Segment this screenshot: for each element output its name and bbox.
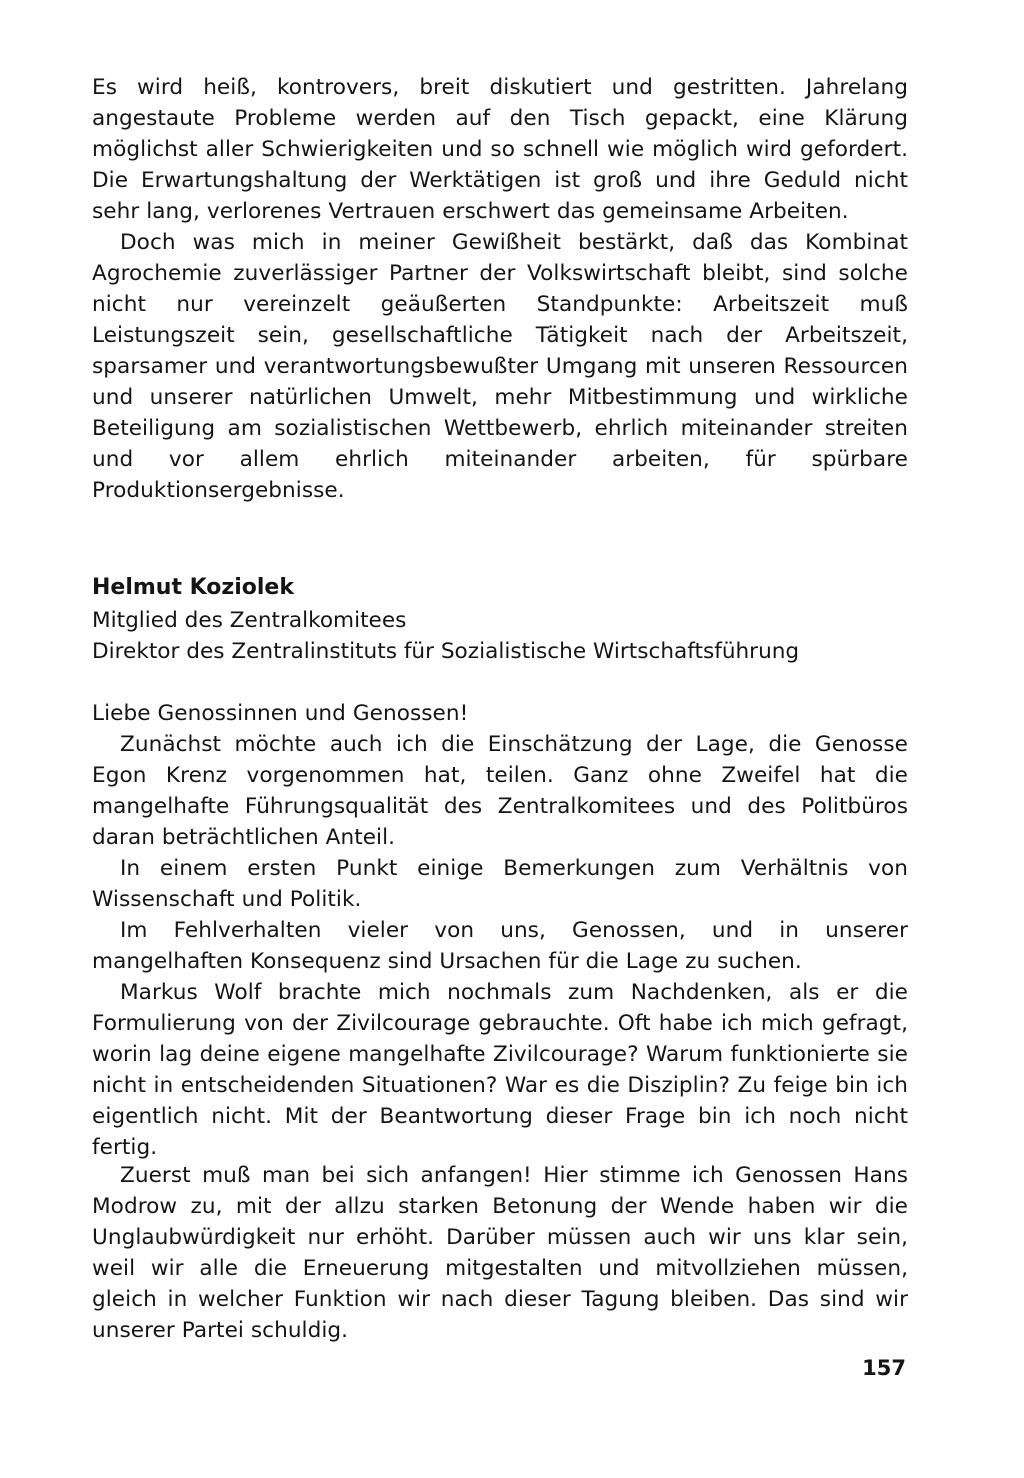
- speech-paragraph-2: In einem ersten Punkt einige Bemerkungen zum Verhältnis von Wissenschaft und Politik.: [92, 856, 908, 912]
- speech-paragraph-5: Zuerst muß man bei sich anfangen! Hier stimme ich Genossen Hans Modrow zu, mit der allzu starken Betonung der Wende haben wir die Unglaubwürdigkeit nur erhöht. Darüber müssen auch wir uns klar sein, weil wir alle die Erneuerung mitgestalten und mitvollziehen müssen, gleich in welcher Funktion wir nach dieser Tagung bleiben. Das sind wir unserer Partei schuldig.: [92, 1163, 908, 1343]
- speaker-role-1: Mitglied des Zentralkomitees: [92, 608, 407, 633]
- speaker-role-2: Direktor des Zentralinstituts für Sozialistische Wirtschaftsführung: [92, 639, 800, 664]
- speech-paragraph-3: Im Fehlverhalten vieler von uns, Genossen, und in unserer mangelhaften Konsequenz sind Ursachen für die Lage zu suchen.: [92, 918, 908, 974]
- salutation: Liebe Genossinnen und Genossen!: [92, 701, 469, 726]
- speech-paragraph-1: Zunächst möchte auch ich die Einschätzung der Lage, die Genosse Egon Krenz vorgenommen hat, teilen. Ganz ohne Zweifel hat die mangelhafte Führungsqualität des Zentralkomitees und des Politbüros daran beträchtlichen Anteil.: [92, 732, 908, 850]
- intro-paragraph-2: Doch was mich in meiner Gewißheit bestärkt, daß das Kombinat Agrochemie zuverlässiger Partner der Volkswirtschaft bleibt, sind solche nicht nur vereinzelt geäußerten Standpunkte: Arbeitszeit muß Leistungszeit sein, gesellschaftliche Tätigkeit nach der Arbeitszeit, sparsamer und verantwortungsbewußter Umgang mit unseren Ressourcen und unserer natürlichen Umwelt, mehr Mitbestimmung und wirkliche Beteiligung am sozialistischen Wettbewerb, ehrlich miteinander streiten und vor allem ehrlich miteinander arbeiten, für spürbare Produktionsergebnisse.: [92, 230, 908, 503]
- intro-paragraph-1: Es wird heiß, kontrovers, breit diskutiert und gestritten. Jahrelang angestaute Probleme werden auf den Tisch gepackt, eine Klärung möglichst aller Schwierigkeiten und so schnell wie möglich wird gefordert. Die Erwartungshaltung der Werktätigen ist groß und ihre Geduld nicht sehr lang, verlorenes Vertrauen erschwert das gemeinsame Arbeiten.: [92, 75, 908, 224]
- speaker-name: Helmut Koziolek: [92, 575, 294, 600]
- page-number: 157: [862, 1356, 906, 1380]
- speech-paragraph-4: Markus Wolf brachte mich nochmals zum Nachdenken, als er die Formulierung von der Zivilcourage gebrauchte. Oft habe ich mich gefragt, worin lag deine eigene mangelhafte Zivilcourage? Warum funktionierte sie nicht in entscheidenden Situationen? War es die Disziplin? Zu feige bin ich eigentlich nicht. Mit der Beantwortung dieser Frage bin ich noch nicht fertig.: [92, 980, 908, 1160]
